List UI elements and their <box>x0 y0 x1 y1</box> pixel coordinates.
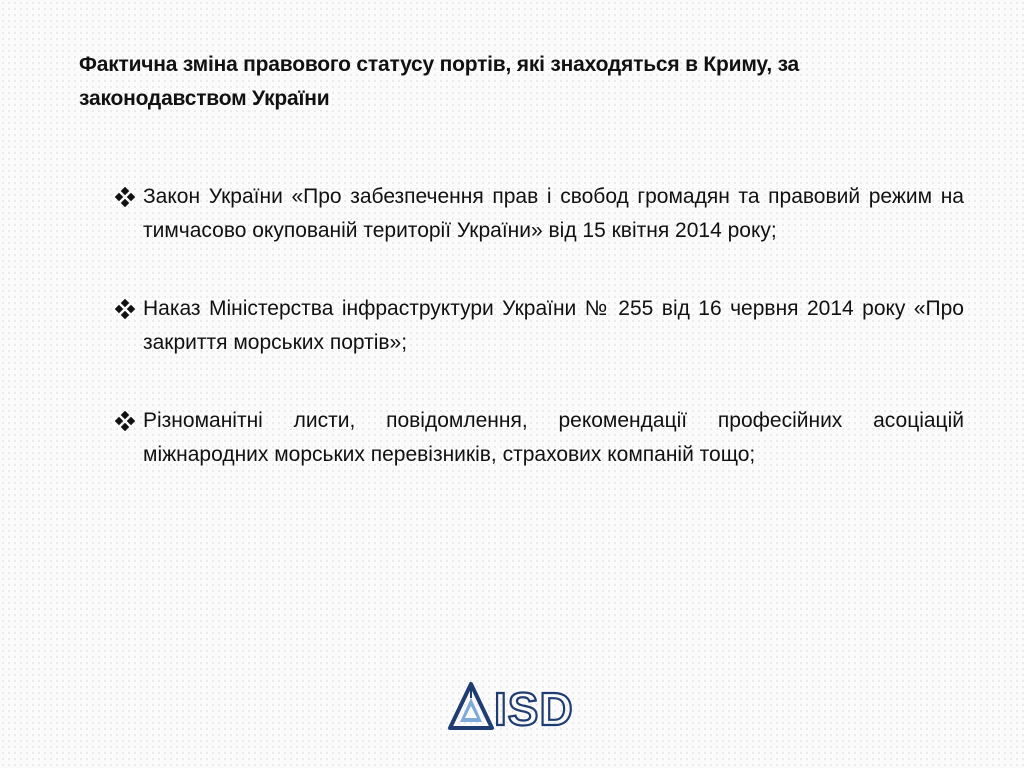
isd-logo <box>448 680 593 732</box>
bullet-text: Наказ Міністерства інфраструктури України № 255 від 16 червня 2014 року «Про закриття морських портів»; <box>143 297 964 354</box>
bullet-item <box>115 292 964 360</box>
bullet-list <box>115 180 964 516</box>
bullet-text: Різноманітні листи, повідомлення, рекомендації професійних асоціацій міжнародних морських перевізників, страхових компаній тощо; <box>143 409 964 466</box>
bullet-text: Закон України «Про забезпечення прав і свобод громадян та правовий режим на тимчасово окупованій території України» від 15 квітня 2014 року; <box>143 185 964 242</box>
slide-title: Фактична зміна правового статусу портів, які знаходяться в Криму, за законодавством України <box>79 53 800 110</box>
diamond-bullet-icon <box>115 180 143 214</box>
logo-text: ISD <box>494 683 574 732</box>
bullet-item <box>115 404 964 472</box>
diamond-bullet-icon <box>115 404 143 438</box>
bullet-item <box>115 180 964 248</box>
diamond-bullet-icon <box>115 292 143 326</box>
